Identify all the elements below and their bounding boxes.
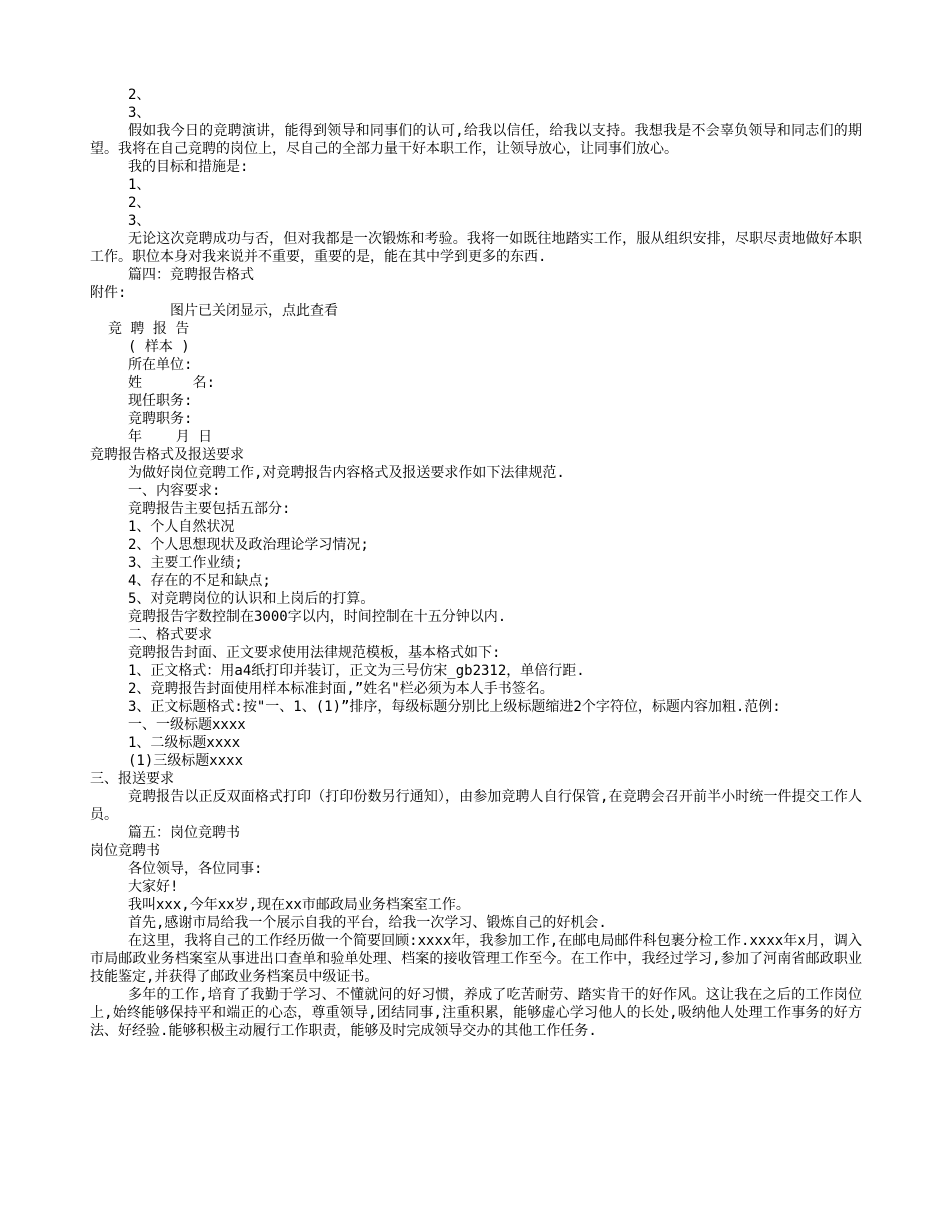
greeting: 各位领导，各位同事: <box>128 861 263 877</box>
list-item: 4、存在的不足和缺点; <box>128 573 271 589</box>
paragraph-result: 无论这次竞聘成功与否，但对我都是一次锻炼和考验。我将一如既往地踏实工作，服从组织安排，尽职尽责地做好本职工作。职位本身对我来说并不重要，重要的是，能在其中学到更多的东西. <box>90 231 862 265</box>
heading-example: (1)三级标题xxxx <box>128 753 244 769</box>
paragraph-support: 假如我今日的竞聘演讲，能得到领导和同事们的认可,给我以信任，给我以支持。我想我是不会辜负领导和同志们的期望。我将在自己竞聘的岗位上，尽自己的全部力量干好本职工作，让领导放心，让同事们放心。 <box>90 123 862 157</box>
list-item: 2、个人思想现状及政治理论学习情况; <box>128 537 369 553</box>
hello: 大家好! <box>128 879 179 895</box>
list-item: 2、竞聘报告封面使用样本标准封面,”姓名"栏必须为本人手书签名。 <box>128 681 554 697</box>
format-req-title: 二、格式要求 <box>128 627 212 643</box>
section-title: 篇四：竞聘报告格式 <box>128 267 254 283</box>
intro: 我叫xxx,今年xx岁,现在xx市邮政局业务档案室工作。 <box>128 897 470 913</box>
content-req-intro: 竞聘报告主要包括五部分: <box>128 501 291 517</box>
document-body <box>90 86 862 1040</box>
list-item: 3、正文标题格式:按"一、1、(1)”排序，每级标题分别比上级标题缩进2个字符位，标题内容加粗.范例: <box>128 699 781 715</box>
requirements-title: 竞聘报告格式及报送要求 <box>90 447 244 463</box>
list-item: 5、对竞聘岗位的认识和上岗后的打算。 <box>128 591 375 607</box>
cover-title: 竞 聘 报 告 <box>108 321 190 337</box>
list-item: 1、 <box>128 177 151 193</box>
cover-field: 年 月 日 <box>128 429 213 445</box>
format-req-intro: 竞聘报告封面、正文要求使用法律规范模板，基本格式如下: <box>128 645 501 661</box>
submit-title: 三、报送要求 <box>90 771 174 787</box>
list-item: 2、 <box>128 195 151 211</box>
cover-field: 所在单位: <box>128 357 193 373</box>
section-title: 篇五：岗位竞聘书 <box>128 825 240 841</box>
requirements-intro: 为做好岗位竞聘工作,对竞聘报告内容格式及报送要求作如下法律规范. <box>128 465 565 481</box>
goals-label: 我的目标和措施是: <box>128 159 249 175</box>
thanks: 首先,感谢市局给我一个展示自我的平台，给我一次学习、锻炼自己的好机会. <box>128 915 607 931</box>
work-habits: 多年的工作,培育了我勤于学习、不懂就问的好习惯，养成了吃苦耐劳、踏实肯干的好作风。这让我在之后的工作岗位上,始终能够保持平和端正的心态，尊重领导,团结同事,注重积累，能够虚心学习他人的长处,吸纳他人处理工作事务的好方法、好经验.能够积极主动履行工作职责，能够及时完成领导交办的其他工作任务. <box>90 987 862 1039</box>
list-item: 3、 <box>128 105 151 121</box>
word-limit: 竞聘报告字数控制在3000字以内，时间控制在十五分钟以内. <box>128 609 507 625</box>
submit-text: 竞聘报告以正反双面格式打印（打印份数另行通知），由参加竞聘人自行保管,在竞聘会召开前半小时统一件提交工作人员。 <box>90 789 862 823</box>
list-item: 3、 <box>128 213 151 229</box>
cover-sample: ( 样本 ) <box>128 339 190 355</box>
letter-title: 岗位竞聘书 <box>90 843 160 859</box>
content-req-title: 一、内容要求: <box>128 483 221 499</box>
list-item: 2、 <box>128 87 151 103</box>
work-review: 在这里，我将自己的工作经历做一个简要回顾:xxxx年，我参加工作,在邮电局邮件科包裹分检工作.xxxx年x月，调入市局邮政业务档案室从事进出口查单和验单处理、档案的接收管理工作至今。在工作中，我经过学习,参加了河南省邮政职业技能鉴定,并获得了邮政业务档案员中级证书。 <box>90 933 862 985</box>
cover-field: 竞聘职务: <box>128 411 193 427</box>
list-item: 1、个人自然状况 <box>128 519 235 535</box>
heading-example: 1、二级标题xxxx <box>128 735 241 751</box>
list-item: 3、主要工作业绩; <box>128 555 243 571</box>
image-placeholder-link[interactable]: 图片已关闭显示，点此查看 <box>170 303 338 319</box>
attachment-label: 附件: <box>90 285 127 301</box>
cover-field: 现任职务: <box>128 393 193 409</box>
cover-field: 姓 名: <box>128 375 216 391</box>
list-item: 1、正文格式：用a4纸打印并装订，正文为三号仿宋_gb2312，单倍行距. <box>128 663 585 679</box>
heading-example: 一、一级标题xxxx <box>128 717 246 733</box>
